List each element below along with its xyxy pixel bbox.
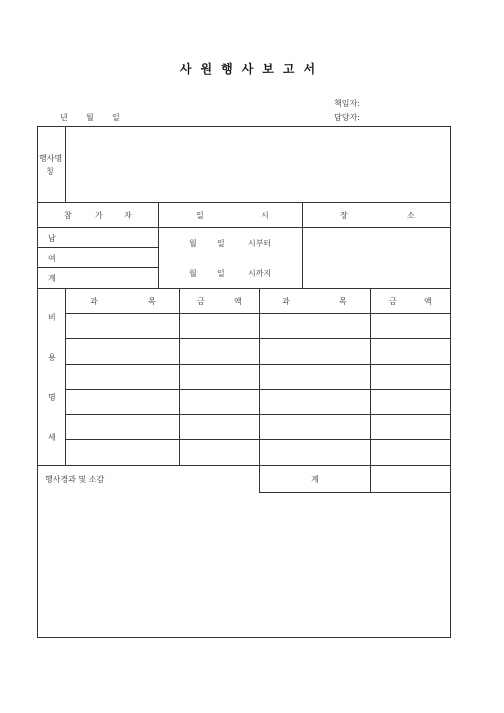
datetime-to-day: 일: [217, 269, 225, 278]
place-header-2: 소: [407, 211, 415, 220]
datetime-header-1: 일: [196, 211, 204, 220]
date-year-label: 년: [60, 113, 68, 122]
event-name-field[interactable]: [66, 127, 450, 201]
divider-line: [259, 288, 260, 492]
divider-line: [65, 389, 451, 390]
divider-line: [65, 364, 451, 365]
expense-amount-header-left-2: 액: [234, 297, 242, 306]
participants-female-label: 여: [48, 254, 56, 263]
expense-amount-header-right-1: 금: [389, 297, 397, 306]
manager-label: 담당자:: [334, 113, 360, 122]
expense-amount-header-right-2: 액: [424, 297, 432, 306]
datetime-from-hour: 시부터: [248, 239, 272, 248]
divider-line: [158, 202, 159, 288]
divider-line: [65, 439, 451, 440]
participants-header-2: 가: [95, 211, 103, 220]
divider-line: [37, 288, 451, 289]
divider-line: [370, 288, 371, 492]
report-label: 행사경과 및 소감: [45, 475, 105, 484]
expense-side-label-1: 비: [48, 313, 56, 322]
participants-total-label: 계: [48, 274, 56, 283]
datetime-from-month: 월: [189, 239, 197, 248]
expense-total-amount-field[interactable]: [371, 466, 450, 491]
expense-side-label-4: 세: [48, 433, 56, 442]
divider-line: [65, 414, 451, 415]
divider-line: [37, 227, 451, 228]
expense-side-label-2: 용: [48, 353, 56, 362]
divider-line: [37, 202, 451, 203]
participants-header-1: 참: [64, 211, 72, 220]
divider-line: [37, 247, 158, 248]
expense-item-header-right-1: 과: [282, 297, 290, 306]
date-month-label: 월: [86, 113, 94, 122]
participants-male-label: 남: [48, 234, 56, 243]
datetime-from-day: 일: [217, 239, 225, 248]
divider-line: [65, 313, 451, 314]
expense-item-header-left-2: 목: [148, 297, 156, 306]
datetime-to-hour: 시까지: [248, 269, 272, 278]
responsible-label: 책임자:: [334, 99, 360, 108]
date-day-label: 일: [112, 113, 120, 122]
divider-line: [37, 267, 158, 268]
place-header-1: 장: [340, 211, 348, 220]
expense-item-header-right-2: 목: [339, 297, 347, 306]
event-name-label-2: 칭: [46, 167, 54, 176]
participants-header-3: 자: [124, 211, 132, 220]
expense-item-header-left-1: 과: [90, 297, 98, 306]
divider-line: [65, 338, 451, 339]
divider-line: [302, 202, 303, 288]
datetime-header-2: 시: [261, 211, 269, 220]
report-text-area[interactable]: [38, 493, 450, 637]
expense-amount-header-left-1: 금: [197, 297, 205, 306]
page-title: 사원행사보고서: [179, 62, 325, 76]
event-name-label: 행사명: [39, 154, 63, 163]
expense-total-label: 계: [311, 475, 319, 484]
expense-side-label-3: 명: [48, 393, 56, 402]
datetime-to-month: 월: [189, 269, 197, 278]
